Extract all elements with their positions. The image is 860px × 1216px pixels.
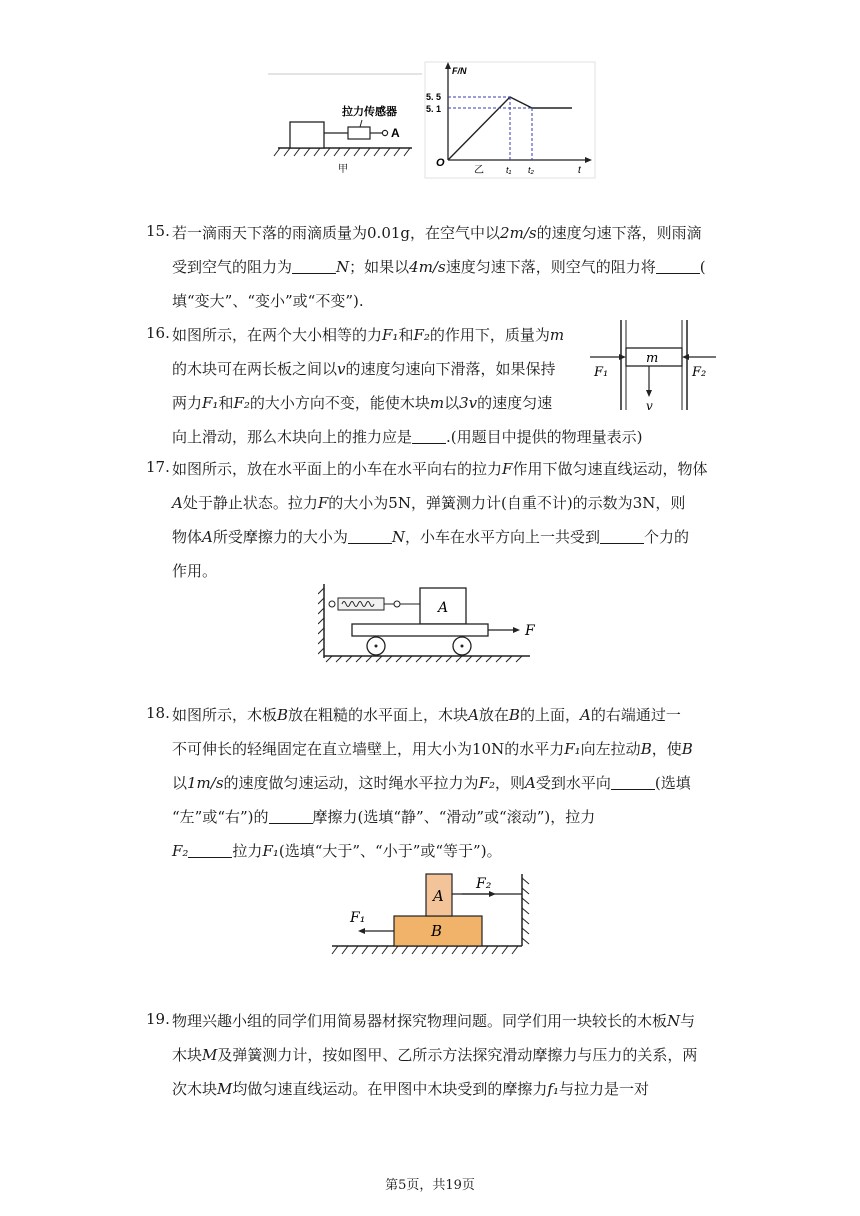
q17-line-2: [172, 492, 685, 513]
math: B: [640, 740, 652, 758]
math: v: [337, 360, 346, 378]
question-number: 15.: [146, 222, 170, 240]
text: 填“变大”、“变小”或“不变”).: [172, 292, 364, 310]
figure-q16-block: [588, 318, 720, 414]
q19-line-3: [172, 1078, 649, 1099]
text: 木块: [172, 1046, 203, 1064]
math: A: [202, 528, 213, 546]
page-footer: 第5页，共19页: [385, 1178, 475, 1193]
math: 4m/s: [409, 258, 446, 276]
text: 的速度匀速下落，则雨滴: [536, 224, 702, 242]
q15-line-1: [172, 222, 702, 243]
label-m: m: [646, 351, 659, 366]
text: 受到水平向: [535, 774, 611, 792]
math: F₁: [564, 740, 581, 758]
math: F₁: [262, 842, 279, 860]
q18-line-2: [172, 738, 693, 759]
math: M: [217, 1080, 233, 1098]
q17-line-4: [172, 560, 217, 581]
math: 3v: [459, 394, 478, 412]
text: 的大小方向不变，能使木块: [249, 394, 430, 412]
t1-label: t₁: [506, 165, 512, 175]
q18-line-3: [172, 772, 691, 793]
text: 放在粗糙的水平面上，木块: [288, 706, 469, 724]
math: M: [202, 1046, 218, 1064]
text: 的右端通过一: [590, 706, 681, 724]
text: 个力的: [644, 528, 690, 546]
question-number: 17.: [146, 458, 170, 476]
q16-line-4: [172, 426, 643, 447]
math: B: [508, 706, 520, 724]
text: 速度匀速下落，则空气的阻力将: [445, 258, 656, 276]
text: ，弹簧测力计(自重不计)的示数为: [410, 494, 633, 512]
math: 5N: [388, 494, 411, 512]
math: 1m/s: [187, 774, 224, 792]
text: 处于静止状态。拉力: [182, 494, 318, 512]
text: 次木块: [172, 1080, 218, 1098]
label-v: v: [646, 399, 653, 413]
y-tick-5-5: 5. 5: [426, 92, 442, 102]
text: 和: [398, 326, 414, 344]
math: A: [525, 774, 536, 792]
label-F1: F₁: [350, 910, 366, 926]
text: 不可伸长的轻绳固定在直立墙壁上，用大小为: [172, 740, 473, 758]
text: 物体: [172, 528, 203, 546]
math: F₂: [233, 394, 250, 412]
q18-line-5: [172, 840, 502, 861]
math: 10N: [472, 740, 505, 758]
text: ，使: [651, 740, 682, 758]
q19-line-2: [172, 1044, 697, 1065]
sensor-label: 拉力传感器: [342, 106, 397, 118]
math: m: [549, 326, 565, 344]
q16-line-2: [172, 358, 556, 379]
math: B: [277, 706, 289, 724]
text: 拉力: [232, 842, 263, 860]
text: 和: [218, 394, 234, 412]
text: 与拉力是一对: [558, 1080, 649, 1098]
label-A: A: [433, 887, 444, 905]
figure-q18-blocks: [330, 870, 534, 962]
text: 作用。: [172, 562, 218, 580]
text: ，小车在水平方向上一共受到: [405, 528, 601, 546]
answer-blank[interactable]: [188, 843, 232, 858]
text: 的作用下，质量为: [429, 326, 550, 344]
q18-line-1: [172, 704, 681, 725]
math: N: [336, 258, 350, 276]
math: N: [391, 528, 405, 546]
math: N: [667, 1012, 681, 1030]
math: A: [468, 706, 479, 724]
y-axis-label: F/N: [452, 66, 467, 76]
text: 摩擦力(选填“静”、“滑动”或“滚动”)，拉力: [312, 808, 596, 826]
label-F2: F₂: [692, 365, 707, 380]
answer-blank[interactable]: [292, 259, 336, 274]
text: 如图所示，木板: [172, 706, 278, 724]
text: (选填“大于”、“小于”或“等于”)。: [278, 842, 502, 860]
label-F2: F₂: [476, 876, 492, 892]
math: F: [317, 494, 329, 512]
label-A: A: [438, 600, 449, 616]
q19-line-1: [172, 1010, 695, 1031]
question-number: 18.: [146, 704, 170, 722]
text: 的速度做匀速运动，这时绳水平拉力为: [223, 774, 479, 792]
q15-line-2: [172, 256, 706, 277]
math: 0.01g: [367, 224, 411, 242]
question-number: 16.: [146, 324, 170, 342]
text: 的速度匀速向下滑落，如果保持: [345, 360, 556, 378]
figure-q17-cart: [318, 580, 546, 664]
origin-label: O: [436, 157, 445, 169]
text: 如图所示，放在水平面上的小车在水平向右的拉力: [172, 460, 503, 478]
text: ，则: [494, 774, 525, 792]
math: F: [502, 460, 513, 478]
math: 3N: [632, 494, 656, 512]
question-number: 19.: [146, 1010, 170, 1028]
t2-label: t₂: [528, 165, 534, 175]
text: 的大小为: [328, 494, 389, 512]
text: 的木块可在两长板之间以: [172, 360, 338, 378]
math: F₂: [172, 842, 189, 860]
math: m: [429, 394, 445, 412]
text: 如图所示，在两个大小相等的力: [172, 326, 383, 344]
q17-line-3: [172, 526, 689, 547]
math: f₁: [547, 1080, 559, 1098]
y-tick-5-1: 5. 1: [426, 104, 442, 114]
figure-sensor-graph: [262, 60, 602, 184]
answer-blank[interactable]: [611, 775, 655, 790]
text: 的水平力: [504, 740, 565, 758]
text: .(用题目中提供的物理量表示): [446, 428, 643, 446]
math: A: [172, 494, 183, 512]
text: 的上面，: [519, 706, 580, 724]
label-B: B: [431, 922, 443, 940]
math: 2m/s: [500, 224, 537, 242]
text: 以: [444, 394, 460, 412]
text: 的速度匀速: [477, 394, 553, 412]
q15-line-3: [172, 290, 364, 311]
text: “左”或“右”)的: [172, 808, 269, 826]
text: 物理兴趣小组的同学们用简易器材探究物理问题。同学们用一块较长的木板: [172, 1012, 668, 1030]
x-axis-label: t: [578, 165, 581, 176]
text: (选填: [654, 774, 691, 792]
caption-jia: 甲: [338, 164, 348, 175]
answer-blank[interactable]: [348, 529, 392, 544]
text: ，在空气中以: [410, 224, 501, 242]
label-F1: F₁: [594, 365, 609, 380]
text: 向上滑动，那么木块向上的推力应是: [172, 428, 413, 446]
text: ，则: [655, 494, 686, 512]
text: 放在: [478, 706, 509, 724]
caption-yi: 乙: [474, 165, 484, 176]
math: F₂: [413, 326, 430, 344]
answer-blank[interactable]: [412, 429, 446, 444]
q16-line-1: [172, 324, 564, 345]
text: 及弹簧测力计，按如图甲、乙所示方法探究滑动摩擦力与压力的关系，两: [217, 1046, 698, 1064]
text: 均做匀速直线运动。在甲图中木块受到的摩擦力: [232, 1080, 548, 1098]
text: 两力: [172, 394, 203, 412]
text: 作用下做匀速直线运动，物体: [512, 460, 708, 478]
text: (: [699, 258, 706, 276]
text: 与: [680, 1012, 696, 1030]
label-A: A: [391, 126, 400, 140]
answer-blank[interactable]: [656, 259, 700, 274]
math: F₁: [382, 326, 399, 344]
label-F: F: [525, 623, 535, 639]
math: F₂: [478, 774, 495, 792]
q16-line-3: [172, 392, 552, 413]
answer-blank[interactable]: [269, 809, 313, 824]
math: B: [681, 740, 693, 758]
text: 所受摩擦力的大小为: [212, 528, 348, 546]
text: 以: [172, 774, 188, 792]
text: 向左拉动: [580, 740, 641, 758]
text: 受到空气的阻力为: [172, 258, 293, 276]
text: 若一滴雨天下落的雨滴质量为: [172, 224, 368, 242]
text: ；如果以: [349, 258, 410, 276]
answer-blank[interactable]: [600, 529, 644, 544]
q18-line-4: [172, 806, 595, 827]
math: F₁: [202, 394, 219, 412]
q17-line-1: [172, 458, 707, 479]
math: A: [579, 706, 591, 724]
